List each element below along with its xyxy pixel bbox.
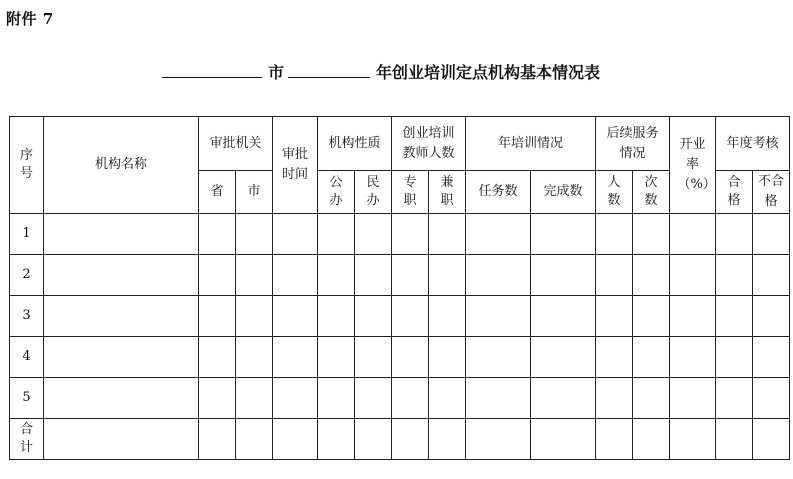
attachment-label: 附件 7	[6, 10, 54, 28]
row-number: 2	[10, 255, 44, 296]
table-cell[interactable]	[670, 255, 716, 296]
table-cell[interactable]	[670, 296, 716, 337]
table-row	[10, 255, 790, 296]
header-teacher-parttime: 兼职	[429, 171, 466, 214]
header-teacher-fulltime: 专职	[392, 171, 429, 214]
header-approval-time: 审批时间	[273, 117, 318, 214]
table-cell[interactable]	[531, 378, 596, 419]
table-cell[interactable]	[44, 419, 199, 460]
table-cell[interactable]	[236, 378, 273, 419]
header-followup-times: 次数	[633, 171, 670, 214]
header-annual-training: 年培训情况	[466, 117, 596, 171]
table-cell[interactable]	[236, 419, 273, 460]
table-cell[interactable]	[392, 419, 429, 460]
table-cell[interactable]	[318, 255, 355, 296]
header-approval-city: 市	[236, 171, 273, 214]
table-cell[interactable]	[392, 378, 429, 419]
table-row	[10, 337, 790, 378]
table-cell[interactable]	[236, 214, 273, 255]
header-approval-province: 省	[199, 171, 236, 214]
table-cell[interactable]	[531, 296, 596, 337]
table-cell[interactable]	[355, 296, 392, 337]
row-number: 3	[10, 296, 44, 337]
table-cell[interactable]	[670, 378, 716, 419]
table-cell[interactable]	[273, 255, 318, 296]
table-cell[interactable]	[531, 419, 596, 460]
header-review-fail: 不合格	[753, 171, 790, 214]
table-cell[interactable]	[355, 255, 392, 296]
header-org-nature: 机构性质	[318, 117, 392, 171]
table-cell[interactable]	[44, 296, 199, 337]
table-cell[interactable]	[670, 419, 716, 460]
table-cell[interactable]	[392, 255, 429, 296]
table-cell[interactable]	[670, 214, 716, 255]
title-city-suffix: 市	[268, 63, 285, 82]
table-cell[interactable]	[596, 255, 633, 296]
table-cell[interactable]	[716, 255, 753, 296]
table-cell[interactable]	[44, 378, 199, 419]
table-cell[interactable]	[429, 378, 466, 419]
table-cell[interactable]	[633, 378, 670, 419]
table-cell[interactable]	[753, 214, 790, 255]
table-cell[interactable]	[633, 296, 670, 337]
row-number: 4	[10, 337, 44, 378]
table-cell[interactable]	[44, 255, 199, 296]
table-cell[interactable]	[466, 255, 531, 296]
header-approval-agency: 审批机关	[199, 117, 273, 171]
table-cell[interactable]	[199, 378, 236, 419]
table-cell[interactable]	[429, 255, 466, 296]
table-cell[interactable]	[273, 296, 318, 337]
page-title	[0, 60, 793, 83]
table-cell[interactable]	[753, 378, 790, 419]
header-followup-people: 人数	[596, 171, 633, 214]
table-cell[interactable]	[44, 337, 199, 378]
table-cell[interactable]	[466, 214, 531, 255]
table-cell[interactable]	[236, 296, 273, 337]
table-cell[interactable]	[392, 296, 429, 337]
header-review-pass: 合格	[716, 171, 753, 214]
table-cell[interactable]	[199, 255, 236, 296]
table-cell[interactable]	[531, 214, 596, 255]
table-cell[interactable]	[355, 214, 392, 255]
table-cell[interactable]	[236, 337, 273, 378]
table-cell[interactable]	[753, 255, 790, 296]
header-nature-private: 民办	[355, 171, 392, 214]
table-cell[interactable]	[318, 337, 355, 378]
table-cell[interactable]	[392, 214, 429, 255]
table-cell[interactable]	[355, 337, 392, 378]
title-main: 年创业培训定点机构基本情况表	[376, 63, 601, 82]
table-cell[interactable]	[633, 337, 670, 378]
table-cell[interactable]	[466, 419, 531, 460]
table-cell[interactable]	[318, 296, 355, 337]
info-table	[9, 116, 790, 460]
table-cell[interactable]	[596, 337, 633, 378]
table-cell[interactable]	[355, 378, 392, 419]
table-row	[10, 419, 790, 460]
table-cell[interactable]	[318, 378, 355, 419]
table-cell[interactable]	[199, 296, 236, 337]
table-cell[interactable]	[199, 419, 236, 460]
table-cell[interactable]	[273, 214, 318, 255]
header-followup: 后续服务情况	[596, 117, 670, 171]
header-completed-count: 完成数	[531, 171, 596, 214]
table-cell[interactable]	[716, 378, 753, 419]
table-cell[interactable]	[531, 255, 596, 296]
table-cell[interactable]	[596, 296, 633, 337]
table-cell[interactable]	[596, 378, 633, 419]
table-cell[interactable]	[753, 296, 790, 337]
header-annual-review: 年度考核	[716, 117, 790, 171]
table-cell[interactable]	[753, 337, 790, 378]
table-cell[interactable]	[273, 337, 318, 378]
header-seq: 序号	[10, 117, 44, 214]
table-body	[10, 214, 790, 460]
year-blank	[288, 63, 370, 78]
table-row	[10, 296, 790, 337]
table-row	[10, 378, 790, 419]
table-cell[interactable]	[199, 337, 236, 378]
table-cell[interactable]	[273, 378, 318, 419]
table-cell[interactable]	[596, 419, 633, 460]
table-cell[interactable]	[429, 337, 466, 378]
table-cell[interactable]	[596, 214, 633, 255]
table-cell[interactable]	[531, 337, 596, 378]
table-cell[interactable]	[716, 419, 753, 460]
header-nature-public: 公办	[318, 171, 355, 214]
table-cell[interactable]	[716, 296, 753, 337]
table-cell[interactable]	[273, 419, 318, 460]
table-cell[interactable]	[392, 337, 429, 378]
table-cell[interactable]	[318, 214, 355, 255]
table-cell[interactable]	[355, 419, 392, 460]
table-cell[interactable]	[753, 419, 790, 460]
table-cell[interactable]	[633, 419, 670, 460]
table-cell[interactable]	[466, 337, 531, 378]
table-cell[interactable]	[318, 419, 355, 460]
header-opening-rate: 开业率（%）	[670, 117, 716, 214]
table-cell[interactable]	[429, 296, 466, 337]
row-number: 5	[10, 378, 44, 419]
table-cell[interactable]	[199, 214, 236, 255]
header-row-1	[10, 117, 790, 171]
header-teacher-count: 创业培训教师人数	[392, 117, 466, 171]
table-cell[interactable]	[633, 255, 670, 296]
table-cell[interactable]	[44, 214, 199, 255]
table-cell[interactable]	[466, 378, 531, 419]
table-row	[10, 214, 790, 255]
table-cell[interactable]	[716, 337, 753, 378]
header-org-name: 机构名称	[44, 117, 199, 214]
row-number: 合计	[10, 419, 44, 460]
table-cell[interactable]	[429, 419, 466, 460]
table-cell[interactable]	[670, 337, 716, 378]
row-number: 1	[10, 214, 44, 255]
table-cell[interactable]	[633, 214, 670, 255]
table-cell[interactable]	[429, 214, 466, 255]
table-cell[interactable]	[716, 214, 753, 255]
table-cell[interactable]	[466, 296, 531, 337]
city-blank	[162, 63, 262, 78]
table-cell[interactable]	[236, 255, 273, 296]
header-task-count: 任务数	[466, 171, 531, 214]
